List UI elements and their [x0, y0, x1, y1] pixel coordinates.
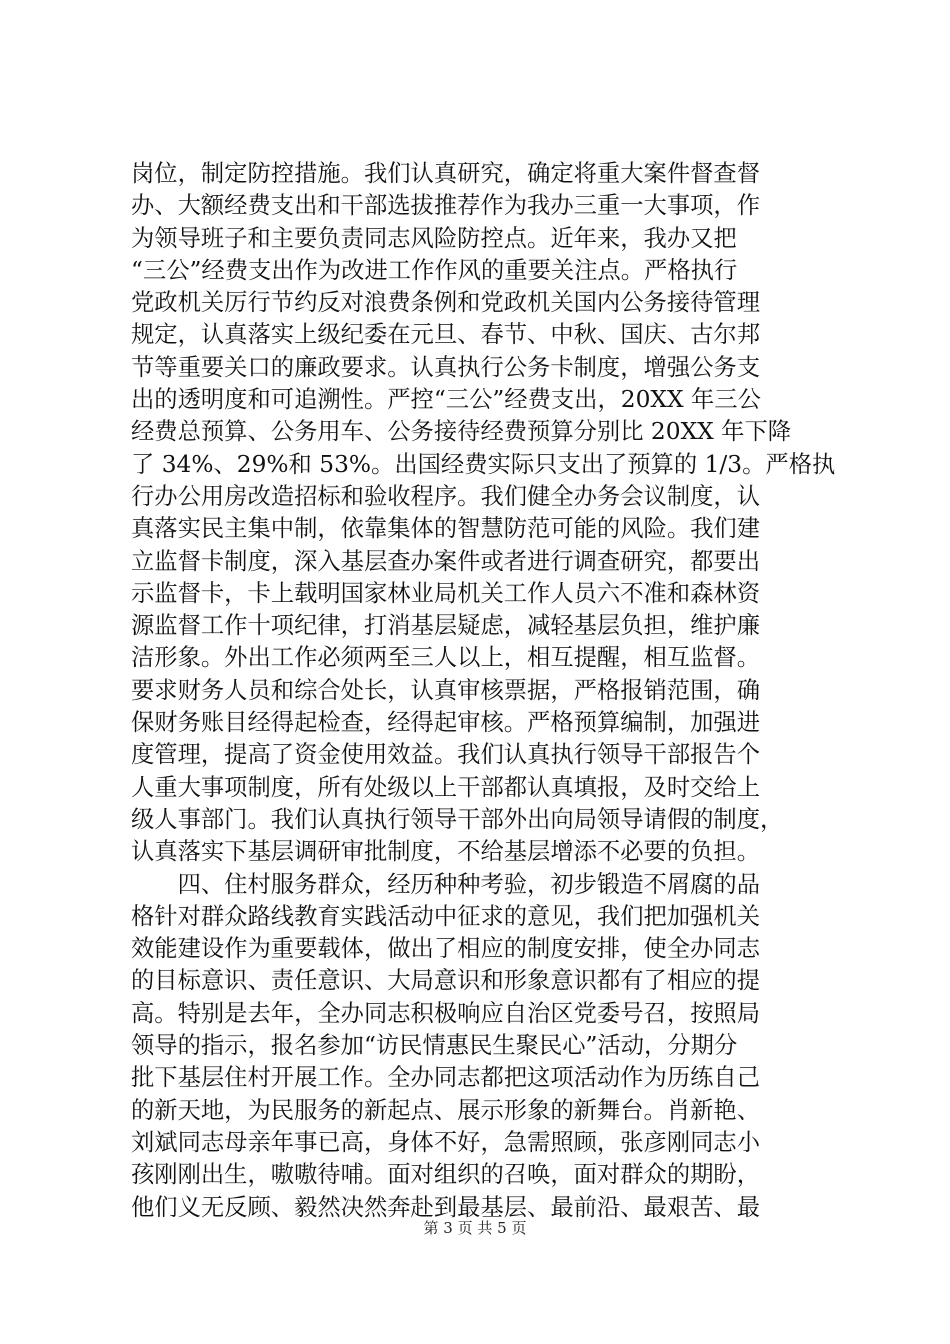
text-line: 真落实民主集中制，依靠集体的智慧防范可能的风险。我们建	[131, 515, 761, 543]
text-line: 领导的指示，报名参加“访民情惠民生聚民心”活动，分期分	[131, 1032, 738, 1060]
text-line: 党政机关厉行节约反对浪费条例和党政机关国内公务接待管理	[131, 289, 761, 317]
text-line: 立监督卡制度，深入基层查办案件或者进行调查研究，都要出	[131, 547, 761, 575]
text-line: 效能建设作为重要载体，做出了相应的制度安排，使全办同志	[131, 935, 761, 963]
text-line: 出的透明度和可追溯性。严控“三公”经费支出，20XX 年三公	[131, 386, 761, 414]
text-line: 高。特别是去年，全办同志积极响应自治区党委号召，按照局	[131, 999, 761, 1027]
page-number-footer: 第 3 页 共 5 页	[423, 1219, 527, 1237]
text-line: 规定，认真落实上级纪委在元旦、春节、中秋、国庆、古尔邦	[131, 321, 761, 349]
text-line: 源监督工作十项纪律，打消基层疑虑，减轻基层负担，维护廉	[131, 612, 761, 640]
text-line: “三公”经费支出作为改进工作作风的重要关注点。严格执行	[131, 256, 738, 284]
text-line: 了 34%、29%和 53%。出国经费实际只支出了预算的 1/3。严格执	[131, 450, 836, 478]
text-line: 节等重要关口的廉政要求。认真执行公务卡制度，增强公务支	[131, 353, 761, 381]
text-line: 的目标意识、责任意识、大局意识和形象意识都有了相应的提	[131, 967, 761, 995]
text-line: 刘斌同志母亲年事已高，身体不好，急需照顾，张彦刚同志小	[131, 1128, 761, 1156]
text-line: 经费总预算、公务用车、公务接待经费预算分别比 20XX 年下降	[131, 418, 792, 446]
text-line: 级人事部门。我们认真执行领导干部外出向局领导请假的制度，	[131, 805, 784, 833]
text-line: 岗位，制定防控措施。我们认真研究，确定将重大案件督查督	[131, 160, 761, 187]
text-line: 要求财务人员和综合处长，认真审核票据，严格报销范围，确	[131, 676, 761, 704]
text-line: 行办公用房改造招标和验收程序。我们健全办务会议制度，认	[131, 482, 761, 510]
text-line: 格针对群众路线教育实践活动中征求的意见，我们把加强机关	[131, 902, 761, 930]
text-line: 的新天地，为民服务的新起点、展示形象的新舞台。肖新艳、	[131, 1096, 761, 1124]
text-line: 批下基层住村开展工作。全办同志都把这项活动作为历练自己	[131, 1064, 761, 1092]
text-line: 四、住村服务群众，经历种种考验，初步锻造不屑腐的品	[131, 870, 761, 898]
text-line: 孩刚刚出生，嗷嗷待哺。面对组织的召唤，面对群众的期盼，	[131, 1161, 761, 1189]
text-line: 为领导班子和主要负责同志风险防控点。近年来，我办又把	[131, 224, 737, 252]
body-text	[131, 158, 836, 1224]
text-line: 办、大额经费支出和干部选拔推荐作为我办三重一大事项，作	[131, 192, 761, 220]
text-line: 洁形象。外出工作必须两至三人以上，相互提醒，相互监督。	[131, 644, 761, 672]
text-line: 人重大事项制度，所有处级以上干部都认真填报，及时交给上	[131, 773, 761, 801]
text-line: 认真落实下基层调研审批制度，不给基层增添不必要的负担。	[131, 838, 761, 866]
text-line: 他们义无反顾、毅然决然奔赴到最基层、最前沿、最艰苦、最	[131, 1193, 761, 1221]
text-line: 保财务账目经得起检查，经得起审核。严格预算编制，加强进	[131, 709, 761, 737]
text-line: 示监督卡，卡上载明国家林业局机关工作人员六不准和森林资	[131, 579, 761, 607]
text-line: 度管理，提高了资金使用效益。我们认真执行领导干部报告个	[131, 741, 761, 769]
